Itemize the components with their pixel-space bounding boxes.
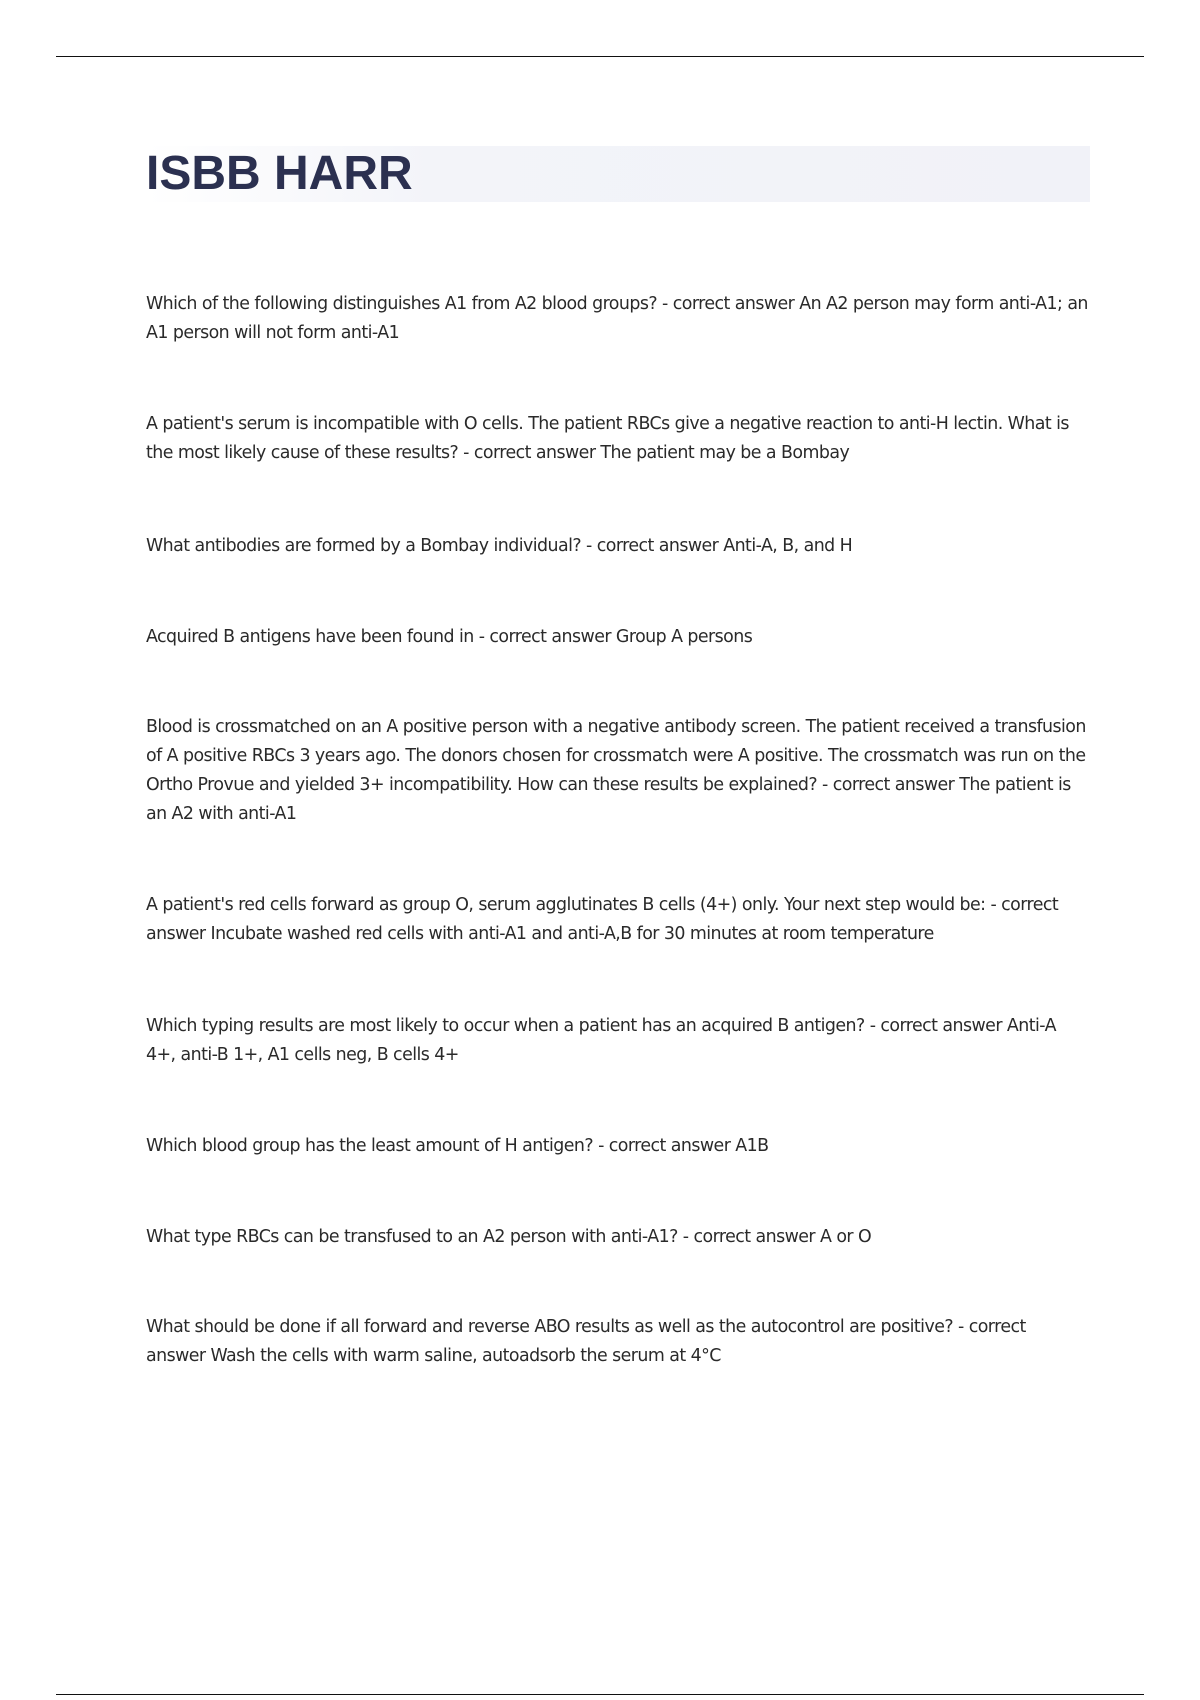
top-rule [56, 56, 1144, 57]
qa-item-4: Acquired B antigens have been found in - correct answer Group A persons [146, 627, 753, 647]
qa-item-3: What antibodies are formed by a Bombay individual? - correct answer Anti-A, B, and H [146, 536, 853, 556]
qa-item-8: Which blood group has the least amount of H antigen? - correct answer A1B [146, 1136, 769, 1156]
qa-item-5: Blood is crossmatched on an A positive person with a negative antibody screen. The patient received a transfusion of A positive RBCs 3 years ago. The donors chosen for crossmatch were A positive. The crossmatch was run on the Ortho Provue and yielded 3+ incompatibility. How can these results be explained? - correct answer The patient is an A2 with anti-A1 [146, 717, 1086, 824]
bottom-rule [56, 1694, 1144, 1695]
qa-item-7: Which typing results are most likely to occur when a patient has an acquired B antigen? - correct answer Anti-A 4+, anti-B 1+, A1 cells neg, B cells 4+ [146, 1016, 1056, 1065]
qa-item-10: What should be done if all forward and reverse ABO results as well as the autocontrol are positive? - correct answer Wash the cells with warm saline, autoadsorb the serum at 4°C [146, 1317, 1026, 1366]
qa-item-2: A patient's serum is incompatible with O cells. The patient RBCs give a negative reaction to anti-H lectin. What is the most likely cause of these results? - correct answer The patient may be a Bombay [146, 414, 1069, 463]
document-title: ISBB HARR [146, 147, 413, 200]
qa-item-9: What type RBCs can be transfused to an A2 person with anti-A1? - correct answer A or O [146, 1227, 872, 1247]
qa-item-1: Which of the following distinguishes A1 from A2 blood groups? - correct answer An A2 person may form anti-A1; an A1 person will not form anti-A1 [146, 294, 1088, 343]
qa-item-6: A patient's red cells forward as group O, serum agglutinates B cells (4+) only. Your next step would be: - correct answer Incubate washed red cells with anti-A1 and anti-A,B for 30 minutes at room temperature [146, 895, 1059, 944]
